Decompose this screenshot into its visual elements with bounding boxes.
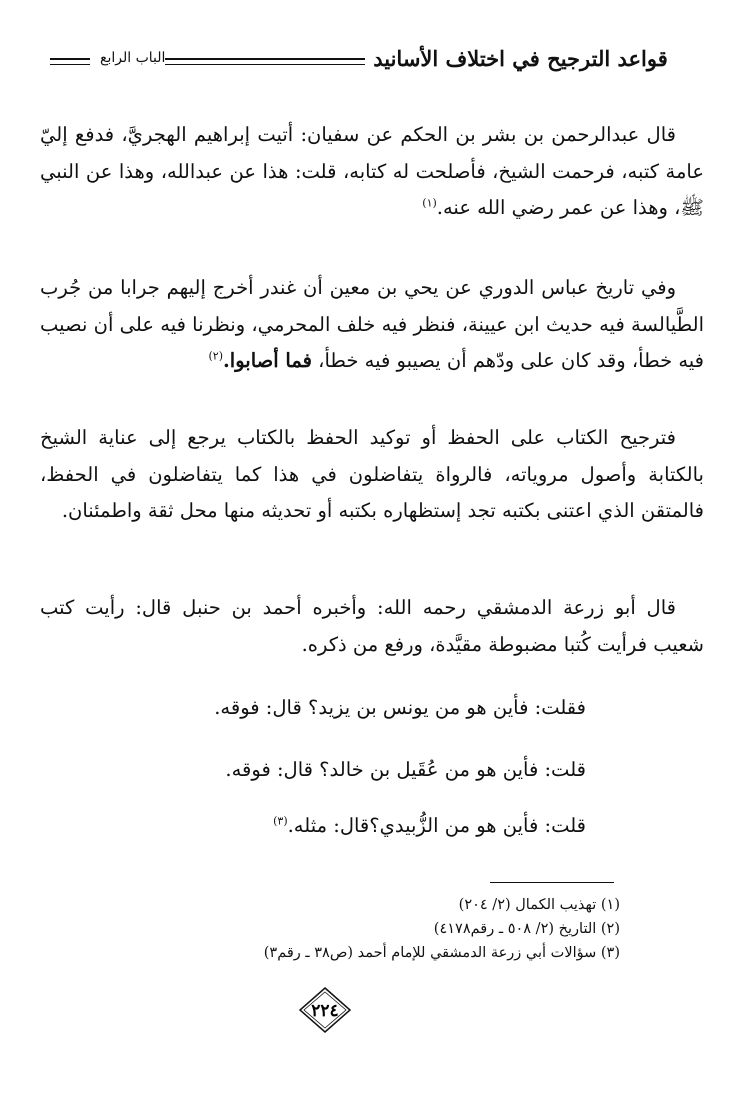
dialogue-line: [40, 808, 704, 844]
main-text: [40, 117, 704, 227]
main-text: [40, 420, 704, 530]
page-number-badge: [295, 985, 355, 1035]
page-number: ٢٢٤: [311, 1001, 339, 1021]
dialogue-text: قلت: فأين هو من عُقَيل بن خالد؟ قال: فوقه.: [225, 758, 586, 781]
header-title: قواعد الترجيح في اختلاف الأسانيد: [373, 46, 668, 71]
ornament-icon: [295, 985, 355, 1035]
dialogue-text: فقلت: فأين هو من يونس بن يزيد؟ قال: فوقه.: [214, 696, 586, 719]
paragraph: قال عبدالرحمن بن بشر بن الحكم عن سفيان: أتيت إبراهيم الهجريَّ، فدفع إليّ عامة كتبه، فرحمت الشيخ، فأصلحت له كتابه، قلت: هذا عن عبدالله، وهذا عن النبي ﷺ، وهذا عن عمر رضي الله عنه.$^{(١)}$: [40, 123, 704, 219]
footnote: (١) تهذيب الكمال (٢/ ٢٠٤): [458, 897, 620, 913]
running-header: [30, 44, 701, 78]
header-rule-left-thin: [50, 64, 90, 65]
paragraph: فترجيح الكتاب على الحفظ أو توكيد الحفظ بالكتاب يرجع إلى عناية الشيخ بالكتابة وأصول مروياته، فالرواة يتفاضلون في هذا كما يتفاضلون في الحفظ، فالمتقن الذي اعتنى بكتبه تجد إستظهاره بكتبه أو تحديثه منها محل ثقة واطمئنان.: [40, 426, 704, 522]
main-text: [40, 590, 704, 663]
footnote: (٢) التاريخ (٢/ ٥٠٨ ـ رقم٤١٧٨): [433, 921, 620, 937]
footnote-ref: (١): [422, 196, 437, 210]
footnote: (٣) سؤالات أبي زرعة الدمشقي للإمام أحمد (ص٣٨ ـ رقم٣): [263, 945, 620, 961]
paragraph: قال أبو زرعة الدمشقي رحمه الله: وأخبره أحمد بن حنبل قال: رأيت كتب شعيب فرأيت كُتبا مضبوطة مقيَّدة، ورفع من ذكره.: [40, 596, 704, 656]
footnote-separator: [490, 882, 614, 883]
footnote-ref: (٣): [273, 814, 288, 828]
header-rule-middle: [165, 58, 365, 60]
main-text: [40, 270, 704, 380]
footnotes: [120, 893, 620, 965]
dialogue-line: [40, 690, 704, 726]
paragraph: وفي تاريخ عباس الدوري عن يحي بن معين أن غندر أخرج إليهم جرابا من جُرب الطَّيالسة فيه حديث ابن عيينة، فنظر فيه خلف المحرمي، ونظرنا فيه على أن نصيب فيه خطأ، وقد كان على ودّهم أن يصيبو فيه خطأ، فما أصابوا.$^{(٢)}$: [40, 276, 704, 372]
footnote-ref: (٢): [208, 349, 224, 363]
dialogue-line: [40, 752, 704, 788]
header-rule-left: [50, 58, 90, 60]
header-rule-middle-thin: [165, 64, 365, 65]
header-chapter: الباب الرابع: [100, 50, 166, 66]
dialogue-text: قلت: فأين هو من الزُّبيدي؟قال: مثله.$^{(٣)}$: [273, 814, 586, 837]
